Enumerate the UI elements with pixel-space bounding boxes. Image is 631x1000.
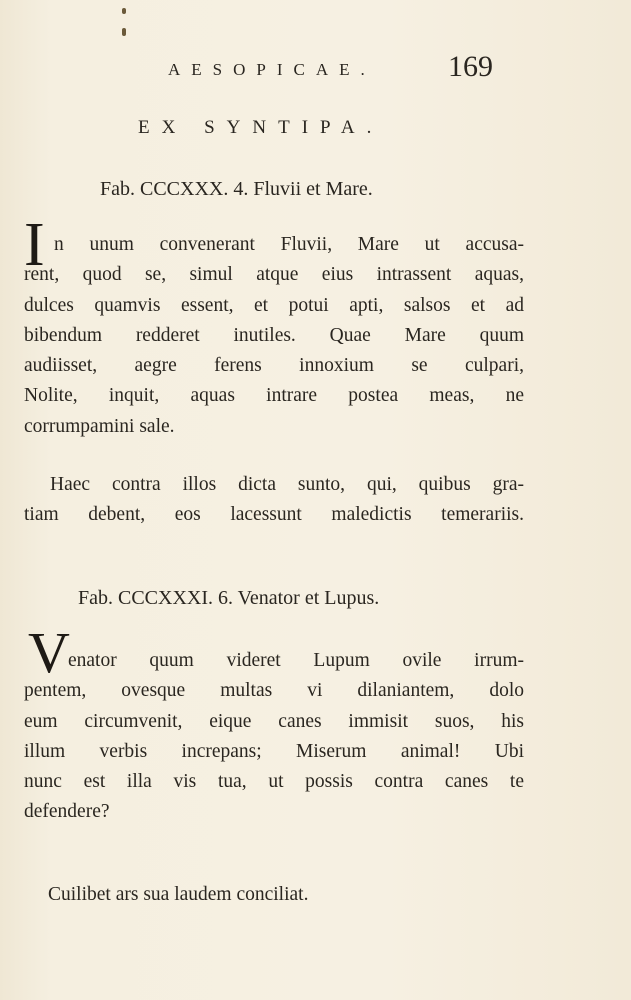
fable-1-body — [24, 230, 524, 442]
text-line: rent, quod se, simul atque eius intrassent aquas, — [24, 264, 524, 286]
running-head: AESOPICAE. — [168, 60, 376, 79]
fable-2-body — [24, 646, 524, 828]
text-line: Cuilibet ars sua laudem conciliat. — [48, 884, 309, 905]
ink-speck — [122, 28, 126, 36]
ink-speck — [122, 8, 126, 14]
text-line: bibendum redderet inutiles. Quae Mare quum — [24, 324, 524, 346]
text-line: dulces quamvis essent, et potui apti, salsos et ad — [24, 294, 524, 316]
text-line: Haec contra illos dicta sunto, qui, quibus gra- — [50, 474, 524, 495]
page-number: 169 — [448, 50, 493, 83]
text-line: illum verbis increpans; Miserum animal! Ubi — [24, 740, 524, 762]
fable-1-title: Fab. CCCXXX. 4. Fluvii et Mare. — [100, 178, 373, 200]
text-line: pentem, ovesque multas vi dilaniantem, dolo — [24, 680, 524, 702]
text-line: tiam debent, eos lacessunt maledictis temerariis. — [24, 504, 524, 526]
text-line: audiisset, aegre ferens innoxium se culpari, — [24, 355, 524, 377]
text-line: Nolite, inquit, aquas intrare postea meas, ne — [24, 385, 524, 407]
text-line: eum circumvenit, eique canes immisit suos, his — [24, 710, 524, 732]
section-title: EX SYNTIPA. — [138, 117, 384, 138]
text-line: n unum convenerant Fluvii, Mare ut accusa- — [54, 234, 524, 255]
text-line: nunc est illa vis tua, ut possis contra canes te — [24, 771, 524, 793]
text-line: defendere? — [24, 801, 110, 823]
fable-1-moral — [24, 470, 524, 531]
fable-2-dropcap: V — [28, 620, 70, 685]
fable-1-dropcap: I — [24, 211, 45, 279]
fable-2-moral — [48, 880, 428, 910]
fable-2-title: Fab. CCCXXXI. 6. Venator et Lupus. — [78, 587, 380, 609]
text-line: enator quum videret Lupum ovile irrum- — [68, 650, 524, 671]
text-line: corrumpamini sale. — [24, 415, 175, 437]
